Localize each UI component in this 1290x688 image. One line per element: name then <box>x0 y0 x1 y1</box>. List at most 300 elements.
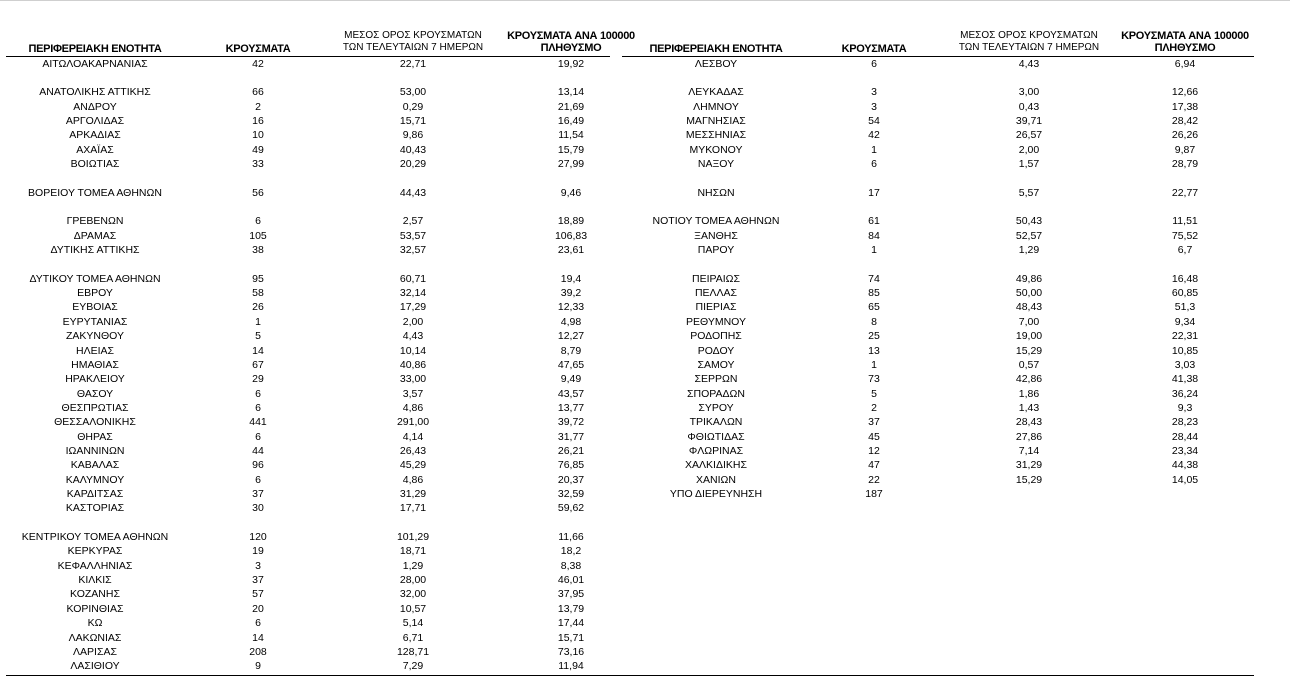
cases-value: 49 <box>252 143 264 156</box>
avg7-value: 33,00 <box>399 373 427 386</box>
avg7-value: 10,57 <box>399 602 427 615</box>
cases-value: 25 <box>868 330 880 343</box>
per100k-value: 43,57 <box>557 387 585 400</box>
region-name: ΧΑΛΚΙΔΙΚΗΣ <box>685 459 747 472</box>
avg7-value: 1,57 <box>1018 157 1040 170</box>
cases-value: 1 <box>871 244 877 257</box>
header-avg7-right <box>936 30 1122 54</box>
region-name: ΛΕΣΒΟΥ <box>694 57 738 70</box>
region-name: ΔΥΤΙΚΟΥ ΤΟΜΕΑ ΑΘΗΝΩΝ <box>29 272 161 285</box>
avg7-value: 0,43 <box>1018 100 1040 113</box>
avg7-value: 50,00 <box>1015 287 1043 300</box>
region-name: ΜΕΣΣΗΝΙΑΣ <box>685 129 747 142</box>
avg7-value: 2,00 <box>402 315 424 328</box>
per100k-value: 36,24 <box>1171 387 1199 400</box>
cases-value: 2 <box>255 100 261 113</box>
per100k-value: 8,38 <box>560 559 582 572</box>
avg7-value: 49,86 <box>1015 272 1043 285</box>
cases-value: 37 <box>868 416 880 429</box>
region-name: ΧΑΝΙΩΝ <box>696 473 736 486</box>
region-name: ΑΡΚΑΔΙΑΣ <box>69 129 121 142</box>
per100k-value: 10,85 <box>1171 344 1199 357</box>
per100k-value: 19,4 <box>560 272 582 285</box>
avg7-value: 60,71 <box>399 272 427 285</box>
region-name: ΚΕΦΑΛΛΗΝΙΑΣ <box>57 559 133 572</box>
avg7-value: 17,29 <box>399 301 427 314</box>
per100k-value: 22,31 <box>1171 330 1199 343</box>
avg7-value: 52,57 <box>1015 229 1043 242</box>
region-name: ΕΥΡΥΤΑΝΙΑΣ <box>62 315 128 328</box>
table-row <box>0 373 1290 387</box>
header-per100k-line1: ΚΡΟΥΣΜΑΤΑ ΑΝΑ 100000 <box>507 30 635 42</box>
region-name: ΔΡΑΜΑΣ <box>73 229 117 242</box>
avg7-value: 20,29 <box>399 157 427 170</box>
cases-value: 6 <box>255 387 261 400</box>
avg7-value: 31,29 <box>399 488 427 500</box>
table-row <box>0 588 1290 602</box>
region-name: ΚΕΝΤΡΙΚΟΥ ΤΟΜΕΑ ΑΘΗΝΩΝ <box>21 531 169 544</box>
per100k-value: 76,85 <box>557 459 585 472</box>
per100k-value: 19,92 <box>557 57 585 70</box>
avg7-value: 1,43 <box>1018 401 1040 414</box>
avg7-value: 15,29 <box>1015 473 1043 486</box>
region-name: ΠΕΛΛΑΣ <box>694 287 738 300</box>
cases-value: 22 <box>868 473 880 486</box>
per100k-value: 31,77 <box>557 430 585 443</box>
avg7-value: 2,57 <box>402 215 424 228</box>
cases-value: 61 <box>868 215 880 228</box>
region-name: ΚΙΛΚΙΣ <box>78 574 112 587</box>
table-row <box>0 316 1290 330</box>
avg7-value: 10,14 <box>399 344 427 357</box>
avg7-value: 27,86 <box>1015 430 1043 443</box>
header-cases-left: ΚΡΟΥΣΜΑΤΑ <box>225 43 291 55</box>
region-name: ΦΛΩΡΙΝΑΣ <box>688 444 744 457</box>
region-name: ΚΑΒΑΛΑΣ <box>70 459 120 472</box>
avg7-value: 6,71 <box>402 631 424 644</box>
cases-value: 47 <box>868 459 880 472</box>
region-name: ΠΕΙΡΑΙΩΣ <box>692 272 740 285</box>
avg7-value: 19,00 <box>1015 330 1043 343</box>
region-name: ΛΗΜΝΟΥ <box>693 100 739 113</box>
cases-value: 74 <box>868 272 880 285</box>
region-name: ΛΕΥΚΑΔΑΣ <box>688 86 744 99</box>
table-row <box>0 574 1290 588</box>
cases-value: 12 <box>868 444 880 457</box>
per100k-value: 14,05 <box>1171 473 1199 486</box>
table-row <box>0 459 1290 473</box>
region-name: ΗΜΑΘΙΑΣ <box>71 358 119 371</box>
cases-value: 57 <box>252 588 264 601</box>
header-cases-right: ΚΡΟΥΣΜΑΤΑ <box>841 43 907 55</box>
cases-value: 5 <box>255 330 261 343</box>
cases-value: 5 <box>871 387 877 400</box>
per100k-value: 106,83 <box>554 229 588 242</box>
table-row <box>0 488 1290 502</box>
header-per100k-right <box>1108 30 1262 54</box>
header-per100k-line1: ΚΡΟΥΣΜΑΤΑ ΑΝΑ 100000 <box>1121 30 1249 42</box>
per100k-value: 16,48 <box>1171 272 1199 285</box>
per100k-value: 75,52 <box>1171 229 1199 242</box>
table-row <box>0 301 1290 315</box>
per100k-value: 9,3 <box>1177 401 1193 414</box>
table-row <box>0 603 1290 617</box>
per100k-value: 9,34 <box>1174 315 1196 328</box>
avg7-value: 26,43 <box>399 444 427 457</box>
table-row <box>0 144 1290 158</box>
cases-value: 85 <box>868 287 880 300</box>
avg7-value: 32,57 <box>399 244 427 257</box>
per100k-value: 13,77 <box>557 401 585 414</box>
region-name: ΝΑΞΟΥ <box>697 157 735 170</box>
region-name: ΚΟΡΙΝΘΙΑΣ <box>66 602 124 615</box>
region-name: ΑΝΔΡΟΥ <box>73 100 117 113</box>
region-name: ΜΥΚΟΝΟΥ <box>689 143 743 156</box>
cases-value: 208 <box>249 645 267 658</box>
cases-value: 54 <box>868 114 880 127</box>
cases-value: 67 <box>252 358 264 371</box>
per100k-value: 20,37 <box>557 473 585 486</box>
avg7-value: 15,71 <box>399 114 427 127</box>
cases-value: 187 <box>865 488 883 500</box>
cases-value: 3 <box>871 100 877 113</box>
per100k-value: 28,42 <box>1171 114 1199 127</box>
header-avg7-line1: ΜΕΣΟΣ ΟΡΟΣ ΚΡΟΥΣΜΑΤΩΝ <box>960 30 1098 41</box>
avg7-value: 2,00 <box>1018 143 1040 156</box>
cases-value: 42 <box>252 57 264 70</box>
per100k-value: 18,2 <box>560 545 582 558</box>
region-name: ΚΑΣΤΟΡΙΑΣ <box>65 502 125 515</box>
table-row <box>0 402 1290 416</box>
per100k-value: 28,44 <box>1171 430 1199 443</box>
per100k-value: 51,3 <box>1174 301 1196 314</box>
table-row <box>0 416 1290 430</box>
table-row <box>0 445 1290 459</box>
page-top-border <box>0 0 1290 1</box>
cases-value: 105 <box>249 229 267 242</box>
region-name: ΕΥΒΟΙΑΣ <box>72 301 118 314</box>
header-avg7-line1: ΜΕΣΟΣ ΟΡΟΣ ΚΡΟΥΣΜΑΤΩΝ <box>344 30 482 41</box>
region-name: ΙΩΑΝΝΙΝΩΝ <box>65 444 125 457</box>
region-name: ΚΑΛΥΜΝΟΥ <box>65 473 125 486</box>
header-avg7-line2: ΤΩΝ ΤΕΛΕΥΤΑΙΩΝ 7 ΗΜΕΡΩΝ <box>958 42 1100 53</box>
header-avg7-line2: ΤΩΝ ΤΕΛΕΥΤΑΙΩΝ 7 ΗΜΕΡΩΝ <box>342 42 484 53</box>
table-row <box>0 287 1290 301</box>
avg7-value: 53,00 <box>399 86 427 99</box>
per100k-value: 12,27 <box>557 330 585 343</box>
table-row <box>0 531 1290 545</box>
per100k-value: 32,59 <box>557 488 585 500</box>
per100k-value: 9,87 <box>1174 143 1196 156</box>
cases-value: 10 <box>252 129 264 142</box>
avg7-value: 1,29 <box>1018 244 1040 257</box>
region-name: ΜΑΓΝΗΣΙΑΣ <box>686 114 746 127</box>
cases-value: 56 <box>252 186 264 199</box>
table-row <box>0 86 1290 100</box>
per100k-value: 13,14 <box>557 86 585 99</box>
per100k-value: 6,7 <box>1177 244 1193 257</box>
per100k-value: 11,51 <box>1172 215 1198 228</box>
cases-value: 19 <box>252 545 264 558</box>
avg7-value: 15,29 <box>1015 344 1043 357</box>
region-name: ΕΒΡΟΥ <box>77 287 113 300</box>
avg7-value: 17,71 <box>399 502 427 515</box>
per100k-value: 11,54 <box>558 129 584 142</box>
region-name: ΒΟΡΕΙΟΥ ΤΟΜΕΑ ΑΘΗΝΩΝ <box>28 186 162 199</box>
per100k-value: 4,98 <box>560 315 582 328</box>
region-name: ΣΕΡΡΩΝ <box>694 373 738 386</box>
per100k-value: 37,95 <box>557 588 585 601</box>
table-row <box>0 660 1290 674</box>
per100k-value: 15,79 <box>557 143 585 156</box>
avg7-value: 3,57 <box>402 387 424 400</box>
cases-value: 6 <box>871 157 877 170</box>
avg7-value: 291,00 <box>396 416 430 429</box>
per100k-value: 11,94 <box>558 660 584 673</box>
region-name: ΝΗΣΩΝ <box>697 186 735 199</box>
region-name: ΓΡΕΒΕΝΩΝ <box>66 215 124 228</box>
table-row <box>0 646 1290 660</box>
avg7-value: 5,14 <box>402 617 424 630</box>
avg7-value: 28,00 <box>399 574 427 587</box>
per100k-value: 12,33 <box>557 301 585 314</box>
table-row <box>0 230 1290 244</box>
per100k-value: 28,23 <box>1171 416 1199 429</box>
region-name: ΘΑΣΟΥ <box>76 387 114 400</box>
per100k-value: 9,46 <box>560 186 582 199</box>
region-name: ΚΑΡΔΙΤΣΑΣ <box>66 488 124 500</box>
table-row <box>0 273 1290 287</box>
per100k-value: 3,03 <box>1174 358 1196 371</box>
cases-value: 1 <box>871 358 877 371</box>
per100k-value: 9,49 <box>560 373 582 386</box>
cases-value: 1 <box>255 315 261 328</box>
cases-value: 6 <box>255 617 261 630</box>
header-avg7-left <box>320 30 506 54</box>
per100k-value: 8,79 <box>560 344 582 357</box>
region-name: ΚΕΡΚΥΡΑΣ <box>67 545 123 558</box>
region-name: ΡΟΔΟΥ <box>697 344 735 357</box>
avg7-value: 0,29 <box>402 100 424 113</box>
cases-value: 13 <box>868 344 880 357</box>
region-name: ΛΑΡΙΣΑΣ <box>73 645 117 658</box>
region-name: ΖΑΚΥΝΘΟΥ <box>65 330 124 343</box>
avg7-value: 1,29 <box>402 559 424 572</box>
avg7-value: 53,57 <box>399 229 427 242</box>
table-row <box>0 330 1290 344</box>
avg7-value: 50,43 <box>1015 215 1043 228</box>
cases-value: 96 <box>252 459 264 472</box>
cases-value: 6 <box>871 57 877 70</box>
per100k-value: 17,38 <box>1171 100 1199 113</box>
table-row <box>0 58 1290 72</box>
avg7-value: 42,86 <box>1015 373 1043 386</box>
per100k-value: 6,94 <box>1174 57 1196 70</box>
cases-value: 2 <box>871 401 877 414</box>
cases-value: 3 <box>871 86 877 99</box>
table-row <box>0 474 1290 488</box>
region-name: ΣΠΟΡΑΔΩΝ <box>687 387 745 400</box>
avg7-value: 5,57 <box>1018 186 1040 199</box>
avg7-value: 4,86 <box>402 401 424 414</box>
cases-value: 3 <box>255 559 261 572</box>
cases-value: 58 <box>252 287 264 300</box>
cases-value: 84 <box>868 229 880 242</box>
avg7-value: 44,43 <box>399 186 427 199</box>
region-name: ΚΟΖΑΝΗΣ <box>70 588 120 601</box>
cases-value: 16 <box>252 114 264 127</box>
per100k-value: 26,21 <box>557 444 585 457</box>
region-name: ΡΟΔΟΠΗΣ <box>690 330 742 343</box>
cases-value: 30 <box>252 502 264 515</box>
per100k-value: 39,2 <box>560 287 582 300</box>
avg7-value: 45,29 <box>399 459 427 472</box>
cases-value: 17 <box>868 186 880 199</box>
avg7-value: 101,29 <box>396 531 430 544</box>
per100k-value: 17,44 <box>557 617 585 630</box>
region-name: ΠΙΕΡΙΑΣ <box>695 301 737 314</box>
cases-value: 37 <box>252 488 264 500</box>
per100k-value: 16,49 <box>557 114 585 127</box>
per100k-value: 41,38 <box>1171 373 1199 386</box>
avg7-value: 7,00 <box>1018 315 1040 328</box>
per100k-value: 11,66 <box>558 531 584 544</box>
header-per100k-line2: ΠΛΗΘΥΣΜΟ <box>540 42 602 54</box>
table-row <box>0 632 1290 646</box>
avg7-value: 4,43 <box>402 330 424 343</box>
per100k-value: 47,65 <box>557 358 585 371</box>
avg7-value: 4,14 <box>402 430 424 443</box>
region-name: ΞΑΝΘΗΣ <box>694 229 738 242</box>
avg7-value: 7,14 <box>1018 444 1040 457</box>
header-region-right: ΠΕΡΙΦΕΡΕΙΑΚΗ ΕΝΟΤΗΤΑ <box>649 43 783 55</box>
cases-value: 44 <box>252 444 264 457</box>
region-name: ΥΠΟ ΔΙΕΡΕΥΝΗΣΗ <box>669 488 763 500</box>
per100k-value: 39,72 <box>557 416 585 429</box>
table-row <box>0 502 1290 516</box>
region-name: ΣΑΜΟΥ <box>697 358 735 371</box>
avg7-value: 18,71 <box>399 545 427 558</box>
table-row <box>0 359 1290 373</box>
table-row <box>0 187 1290 201</box>
region-name: ΘΕΣΠΡΩΤΙΑΣ <box>61 401 129 414</box>
avg7-value: 7,29 <box>402 660 424 673</box>
table-row <box>0 617 1290 631</box>
avg7-value: 4,86 <box>402 473 424 486</box>
cases-value: 37 <box>252 574 264 587</box>
cases-value: 65 <box>868 301 880 314</box>
per100k-value: 13,79 <box>557 602 585 615</box>
region-name: ΘΗΡΑΣ <box>77 430 113 443</box>
region-name: ΛΑΣΙΘΙΟΥ <box>70 660 120 673</box>
per100k-value: 18,89 <box>557 215 585 228</box>
region-name: ΑΡΓΟΛΙΔΑΣ <box>65 114 125 127</box>
cases-value: 8 <box>871 315 877 328</box>
region-name: ΑΙΤΩΛΟΑΚΑΡΝΑΝΙΑΣ <box>42 57 148 70</box>
cases-value: 6 <box>255 430 261 443</box>
table-bottom-rule <box>6 675 1254 676</box>
cases-value: 95 <box>252 272 264 285</box>
table-row <box>0 345 1290 359</box>
avg7-value: 32,00 <box>399 588 427 601</box>
avg7-value: 3,00 <box>1018 86 1040 99</box>
region-name: ΑΝΑΤΟΛΙΚΗΣ ΑΤΤΙΚΗΣ <box>39 86 151 99</box>
per100k-value: 23,61 <box>557 244 585 257</box>
header-per100k-line2: ΠΛΗΘΥΣΜΟ <box>1154 42 1216 54</box>
region-name: ΚΩ <box>87 617 103 630</box>
avg7-value: 31,29 <box>1015 459 1043 472</box>
region-name: ΑΧΑΪΑΣ <box>76 143 114 156</box>
per100k-value: 28,79 <box>1171 157 1199 170</box>
per100k-value: 44,38 <box>1171 459 1199 472</box>
per100k-value: 15,71 <box>557 631 585 644</box>
table-row <box>0 115 1290 129</box>
avg7-value: 28,43 <box>1015 416 1043 429</box>
cases-value: 38 <box>252 244 264 257</box>
table-row <box>0 101 1290 115</box>
region-name: ΣΥΡΟΥ <box>698 401 734 414</box>
table-row <box>0 129 1290 143</box>
region-name: ΝΟΤΙΟΥ ΤΟΜΕΑ ΑΘΗΝΩΝ <box>652 215 780 228</box>
cases-value: 66 <box>252 86 264 99</box>
cases-value: 6 <box>255 473 261 486</box>
region-name: ΔΥΤΙΚΗΣ ΑΤΤΙΚΗΣ <box>50 244 140 257</box>
avg7-value: 1,86 <box>1018 387 1040 400</box>
per100k-value: 12,66 <box>1171 86 1199 99</box>
per100k-value: 73,16 <box>557 645 585 658</box>
cases-value: 45 <box>868 430 880 443</box>
per100k-value: 46,01 <box>557 574 585 587</box>
cases-value: 6 <box>255 215 261 228</box>
cases-value: 26 <box>252 301 264 314</box>
table-row <box>0 215 1290 229</box>
region-name: ΡΕΘΥΜΝΟΥ <box>685 315 746 328</box>
cases-value: 441 <box>249 416 267 429</box>
avg7-value: 40,86 <box>399 358 427 371</box>
per100k-value: 26,26 <box>1171 129 1199 142</box>
avg7-value: 40,43 <box>399 143 427 156</box>
table-row <box>0 244 1290 258</box>
cases-value: 1 <box>871 143 877 156</box>
per100k-value: 23,34 <box>1171 444 1199 457</box>
avg7-value: 0,57 <box>1018 358 1040 371</box>
avg7-value: 22,71 <box>399 57 427 70</box>
cases-value: 29 <box>252 373 264 386</box>
table-row <box>0 158 1290 172</box>
region-name: ΛΑΚΩΝΙΑΣ <box>68 631 122 644</box>
avg7-value: 26,57 <box>1015 129 1043 142</box>
cases-value: 73 <box>868 373 880 386</box>
per100k-value: 21,69 <box>557 100 585 113</box>
cases-value: 14 <box>252 631 264 644</box>
header-region-left: ΠΕΡΙΦΕΡΕΙΑΚΗ ΕΝΟΤΗΤΑ <box>28 43 162 55</box>
header-per100k-left <box>494 30 648 54</box>
per100k-value: 59,62 <box>557 502 585 515</box>
per100k-value: 60,85 <box>1171 287 1199 300</box>
cases-value: 42 <box>868 129 880 142</box>
table-row <box>0 388 1290 402</box>
region-name: ΦΘΙΩΤΙΔΑΣ <box>687 430 745 443</box>
region-name: ΗΡΑΚΛΕΙΟΥ <box>65 373 125 386</box>
table-row <box>0 545 1290 559</box>
cases-value: 6 <box>255 401 261 414</box>
avg7-value: 128,71 <box>396 645 430 658</box>
region-name: ΒΟΙΩΤΙΑΣ <box>70 157 120 170</box>
per100k-value: 22,77 <box>1171 186 1199 199</box>
table-row <box>0 560 1290 574</box>
cases-value: 20 <box>252 602 264 615</box>
avg7-value: 39,71 <box>1015 114 1043 127</box>
